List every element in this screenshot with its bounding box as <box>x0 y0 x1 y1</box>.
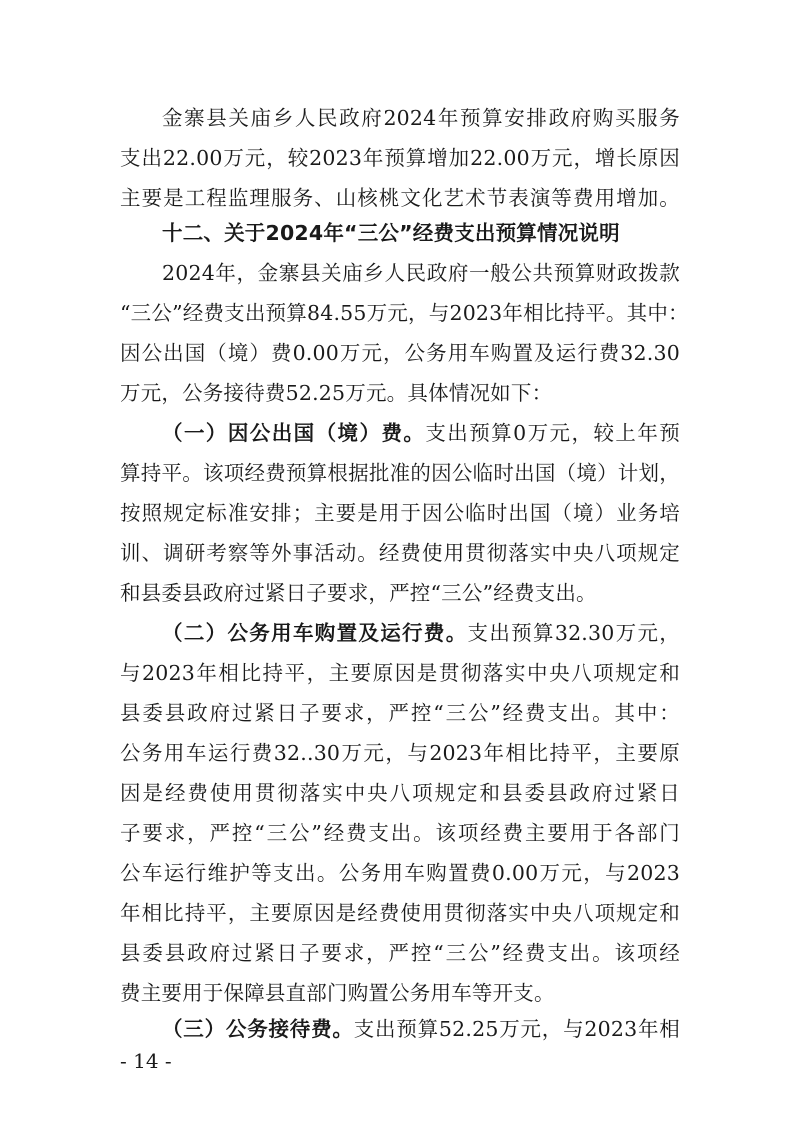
paragraph-line: 费主要用于保障县直部门购置公务用车等开支。 <box>120 981 555 1005</box>
subsection-title: （一）因公出国（境）费。 <box>162 421 426 445</box>
page-number: - 14 - <box>120 1049 172 1073</box>
paragraph-line: “三公”经费支出预算84.55万元，与2023年相比持平。其中： <box>120 301 689 325</box>
paragraph-line: 2024年，金寨县关庙乡人民政府一般公共预算财政拨款 <box>162 261 680 285</box>
paragraph-line: 训、调研考察等外事活动。经费使用贯彻落实中央八项规定 <box>120 541 680 565</box>
paragraph-line: 主要是工程监理服务、山核桃文化艺术节表演等费用增加。 <box>120 186 680 210</box>
paragraph-line: 因公出国（境）费0.00万元，公务用车购置及运行费32.30 <box>120 341 680 365</box>
paragraph-line-first <box>162 1014 680 1044</box>
paragraph-line: 县委县政府过紧日子要求，严控“三公”经费支出。该项经 <box>120 941 680 965</box>
paragraph-line-first <box>162 618 680 648</box>
paragraph-line: 县委县政府过紧日子要求，严控“三公”经费支出。其中： <box>120 701 680 725</box>
paragraph-line: 因是经费使用贯彻落实中央八项规定和县委县政府过紧日 <box>120 781 680 805</box>
paragraph-line: 按照规定标准安排；主要是用于因公临时出国（境）业务培 <box>120 501 680 525</box>
subsection-title: （二）公务用车购置及运行费。 <box>162 621 468 645</box>
paragraph-text: 支出预算52.25万元，与2023年相 <box>353 1017 680 1041</box>
paragraph-line: 万元，公务接待费52.25万元。具体情况如下： <box>120 381 553 405</box>
paragraph-line: 和县委县政府过紧日子要求，严控“三公”经费支出。 <box>120 581 597 605</box>
subsection-title: （三）公务接待费。 <box>162 1017 354 1041</box>
section-heading: 十二、关于2024年“三公”经费支出预算情况说明 <box>162 221 620 245</box>
paragraph-line: 公车运行维护等支出。公务用车购置费0.00万元，与2023 <box>120 861 680 885</box>
paragraph-line: 公务用车运行费32..30万元，与2023年相比持平，主要原 <box>120 741 680 765</box>
paragraph-line: 金寨县关庙乡人民政府2024年预算安排政府购买服务 <box>162 106 680 130</box>
paragraph-line: 算持平。该项经费预算根据批准的因公临时出国（境）计划， <box>120 461 680 485</box>
paragraph-line: 与2023年相比持平，主要原因是贯彻落实中央八项规定和 <box>120 661 680 685</box>
paragraph-text: 支出预算0万元，较上年预 <box>425 421 680 445</box>
paragraph-line: 年相比持平，主要原因是经费使用贯彻落实中央八项规定和 <box>120 901 680 925</box>
paragraph-text: 支出预算32.30万元， <box>467 621 680 645</box>
paragraph-line: 子要求，严控“三公”经费支出。该项经费主要用于各部门 <box>120 821 680 845</box>
paragraph-line-first <box>162 418 680 448</box>
paragraph-line: 支出22.00万元，较2023年预算增加22.00万元，增长原因 <box>120 146 680 170</box>
